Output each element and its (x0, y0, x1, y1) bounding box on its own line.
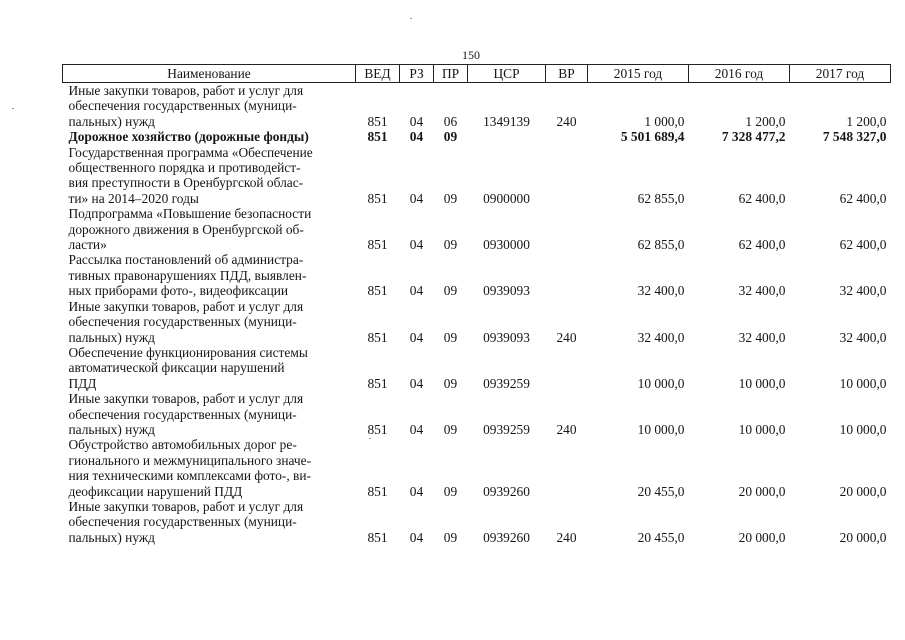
scan-speck (12, 108, 14, 109)
header-vr: ВР (546, 65, 588, 83)
cell-y2016: 20 000,0 (738, 529, 786, 545)
cell-vr: 240 (556, 329, 577, 345)
cell-y2016: 7 328 477,2 (721, 129, 786, 145)
name-line: Государственная программа «Обеспечение (68, 144, 313, 160)
cell-csr (468, 129, 546, 144)
table-row (63, 129, 891, 144)
name-line: Подпрограмма «Повышение безопасности (68, 206, 312, 222)
cell-vr (546, 437, 588, 499)
name-line: пальных) нужд (68, 113, 155, 129)
cell-rz: 04 (409, 483, 424, 499)
cell-name (63, 345, 356, 391)
header-pr: ПР (434, 65, 468, 83)
name-line: гионального и межмуниципального значе- (68, 452, 312, 468)
name-line: автоматической фиксации нарушений (68, 360, 285, 376)
cell-y2015: 32 400,0 (637, 329, 685, 345)
cell-name (63, 83, 356, 130)
table-body (63, 83, 891, 546)
table-row (63, 252, 891, 298)
cell-csr: 1349139 (483, 113, 530, 129)
cell-ved: 851 (367, 483, 388, 499)
name-line: пальных) нужд (68, 421, 155, 437)
name-line: обеспечения государственных (муници- (68, 514, 297, 530)
header-2016: 2016 год (689, 65, 790, 83)
cell-csr: 0939259 (483, 375, 530, 391)
cell-pr: 09 (443, 237, 458, 253)
cell-rz: 04 (409, 529, 424, 545)
name-line: Иные закупки товаров, работ и услуг для (68, 391, 304, 407)
name-line: обеспечения государственных (муници- (68, 314, 297, 330)
name-line: пальных) нужд (68, 529, 155, 545)
cell-y2017: 32 400,0 (839, 329, 887, 345)
cell-y2017: 1 200,0 (846, 113, 887, 129)
cell-y2017: 7 548 327,0 (822, 129, 887, 145)
header-ved: ВЕД (356, 65, 400, 83)
header-rz: РЗ (400, 65, 434, 83)
cell-ved: 851 (367, 375, 388, 391)
page-number: 150 (462, 48, 480, 62)
name-line: Иные закупки товаров, работ и услуг для (68, 298, 304, 314)
table-row (63, 437, 891, 499)
cell-pr: 09 (443, 129, 458, 145)
cell-y2016: 32 400,0 (738, 329, 786, 345)
cell-ved: 851 (367, 529, 388, 545)
name-line: пальных) нужд (68, 329, 155, 345)
name-line: ных приборами фото-, видеофиксации (68, 283, 289, 299)
cell-rz: 04 (409, 190, 424, 206)
cell-vr: 240 (556, 529, 577, 545)
cell-csr: 0939093 (483, 283, 530, 299)
header-csr: ЦСР (468, 65, 546, 83)
name-line: Дорожное хозяйство (дорожные фонды) (68, 129, 309, 145)
cell-ved: 851 (367, 237, 388, 253)
name-line: ния техническими комплексами фото-, ви- (68, 468, 312, 484)
cell-rz: 04 (409, 283, 424, 299)
cell-rz: 04 (409, 113, 424, 129)
cell-y2017: 10 000,0 (839, 421, 887, 437)
cell-name (63, 206, 356, 252)
cell-vr (546, 345, 588, 391)
cell-name (63, 437, 356, 499)
cell-pr: 09 (443, 483, 458, 499)
cell-pr: 09 (443, 529, 458, 545)
name-line: вия преступности в Оренбургской облас- (68, 175, 304, 191)
cell-y2015: 1 000,0 (644, 113, 685, 129)
table-row (63, 499, 891, 545)
name-line: обеспечения государственных (муници- (68, 98, 297, 114)
cell-name (63, 499, 356, 545)
cell-csr: 0939260 (483, 483, 530, 499)
cell-y2016: 62 400,0 (738, 237, 786, 253)
scan-speck (410, 18, 412, 19)
cell-rz: 04 (409, 375, 424, 391)
table-row (63, 391, 891, 437)
cell-y2015: 20 455,0 (637, 483, 685, 499)
cell-csr: 0930000 (483, 237, 530, 253)
name-line: Обустройство автомобильных дорог ре- (68, 437, 297, 453)
cell-vr (546, 129, 588, 144)
cell-y2015: 10 000,0 (637, 421, 685, 437)
cell-pr: 06 (443, 113, 458, 129)
cell-vr (546, 145, 588, 207)
name-line: ти» на 2014–2020 годы (68, 190, 199, 206)
cell-pr: 09 (443, 375, 458, 391)
name-line: общественного порядка и противодейст- (68, 160, 301, 176)
cell-vr (546, 252, 588, 298)
cell-y2016: 10 000,0 (738, 375, 786, 391)
header-2015: 2015 год (588, 65, 689, 83)
name-line: Иные закупки товаров, работ и услуг для (68, 83, 304, 98)
cell-vr: 240 (556, 421, 577, 437)
cell-y2015: 5 501 689,4 (620, 129, 685, 145)
cell-y2016: 20 000,0 (738, 483, 786, 499)
cell-rz: 04 (409, 129, 424, 145)
cell-y2015: 20 455,0 (637, 529, 685, 545)
cell-ved: 851 (367, 421, 388, 437)
header-2017: 2017 год (790, 65, 891, 83)
name-line: ПДД (68, 375, 97, 391)
cell-name (63, 391, 356, 437)
appropriations-table (62, 64, 891, 545)
cell-rz: 04 (409, 329, 424, 345)
cell-csr: 0939260 (483, 529, 530, 545)
cell-rz: 04 (409, 237, 424, 253)
cell-y2015: 62 855,0 (637, 190, 685, 206)
cell-y2017: 10 000,0 (839, 375, 887, 391)
header-name: Наименование (63, 65, 356, 83)
cell-csr: 0939259 (483, 421, 530, 437)
cell-ved: 851 (367, 283, 388, 299)
cell-csr: 0939093 (483, 329, 530, 345)
cell-ved: 851 (367, 129, 388, 145)
table-row (63, 206, 891, 252)
cell-pr: 09 (443, 283, 458, 299)
table-row (63, 145, 891, 207)
cell-ved: 851 (367, 113, 388, 129)
cell-name (63, 129, 356, 144)
table-row (63, 83, 891, 130)
name-line: деофиксации нарушений ПДД (68, 483, 243, 499)
cell-y2015: 32 400,0 (637, 283, 685, 299)
cell-pr: 09 (443, 421, 458, 437)
table-row (63, 299, 891, 345)
table-header (63, 65, 891, 83)
cell-y2015: 10 000,0 (637, 375, 685, 391)
cell-y2016: 1 200,0 (745, 113, 786, 129)
name-line: Рассылка постановлений об администра- (68, 252, 304, 268)
cell-y2016: 62 400,0 (738, 190, 786, 206)
cell-y2017: 62 400,0 (839, 190, 887, 206)
cell-y2016: 10 000,0 (738, 421, 786, 437)
cell-y2017: 20 000,0 (839, 483, 887, 499)
name-line: тивных правонарушениях ПДД, выявлен- (68, 267, 307, 283)
cell-y2016: 32 400,0 (738, 283, 786, 299)
cell-vr: 240 (556, 113, 577, 129)
cell-pr: 09 (443, 329, 458, 345)
cell-name (63, 145, 356, 207)
cell-y2017: 20 000,0 (839, 529, 887, 545)
cell-vr (546, 206, 588, 252)
cell-y2015: 62 855,0 (637, 237, 685, 253)
cell-pr: 09 (443, 190, 458, 206)
name-line: обеспечения государственных (муници- (68, 406, 297, 422)
cell-csr: 0900000 (483, 190, 530, 206)
name-line: Обеспечение функционирования системы (68, 344, 308, 360)
table-row (63, 345, 891, 391)
cell-y2017: 32 400,0 (839, 283, 887, 299)
cell-ved: 851 (367, 190, 388, 206)
name-line: Иные закупки товаров, работ и услуг для (68, 498, 304, 514)
cell-ved: 851 (367, 329, 388, 345)
name-line: дорожного движения в Оренбургской об- (68, 221, 304, 237)
cell-name (63, 252, 356, 298)
cell-name (63, 299, 356, 345)
cell-y2017: 62 400,0 (839, 237, 887, 253)
name-line: ласти» (68, 237, 107, 253)
cell-rz: 04 (409, 421, 424, 437)
